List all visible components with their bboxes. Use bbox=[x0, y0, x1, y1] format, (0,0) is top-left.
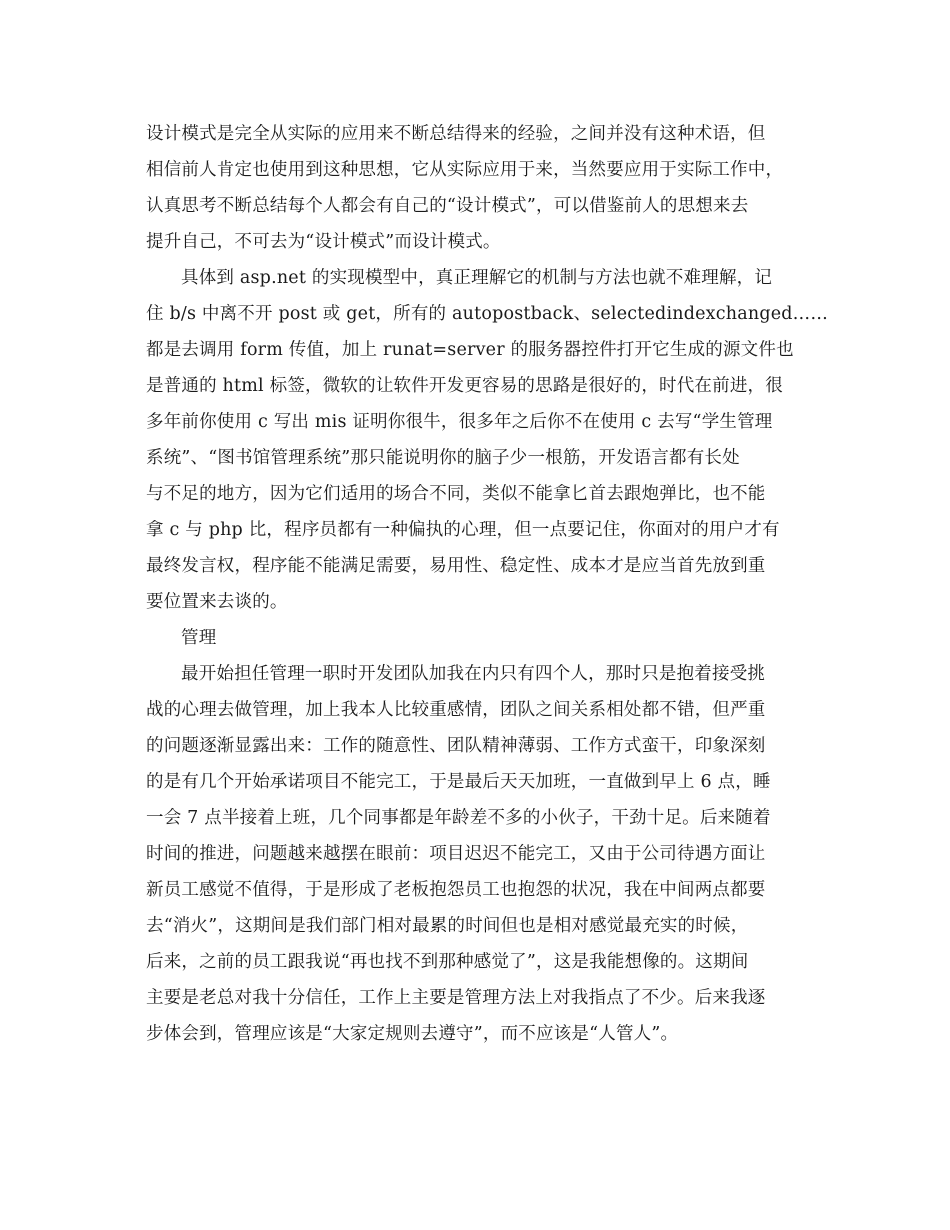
text-line: 认真思考不断总结每个人都会有自己的“设计模式”，可以借鉴前人的思想来去 bbox=[146, 196, 749, 216]
text-line: 是普通的 html 标签，微软的让软件开发更容易的思路是很好的，时代在前进，很 bbox=[146, 376, 783, 396]
text-line: 的是有几个开始承诺项目不能完工，于是最后天天加班，一直做到早上 6 点，睡 bbox=[146, 772, 771, 792]
text-line: 最终发言权，程序能不能满足需要，易用性、稳定性、成本才是应当首先放到重 bbox=[146, 556, 766, 576]
text-line: 与不足的地方，因为它们适用的场合不同，类似不能拿匕首去跟炮弹比，也不能 bbox=[146, 484, 766, 504]
text-line: 一会 7 点半接着上班，几个同事都是年龄差不多的小伙子，干劲十足。后来随着 bbox=[146, 808, 771, 828]
section-heading: 管理 bbox=[181, 628, 217, 648]
text-line: 步体会到，管理应该是“大家定规则去遵守”，而不应该是“人管人”。 bbox=[146, 1024, 679, 1044]
text-line: 具体到 asp.net 的实现模型中，真正理解它的机制与方法也就不难理解，记 bbox=[181, 268, 773, 288]
text-line: 去“消火”，这期间是我们部门相对最累的时间但也是相对感觉最充实的时候， bbox=[146, 916, 749, 936]
text-line: 拿 c 与 php 比，程序员都有一种偏执的心理，但一点要记住，你面对的用户才有 bbox=[146, 520, 780, 540]
text-line: 时间的推进，问题越来越摆在眼前：项目迟迟不能完工，又由于公司待遇方面让 bbox=[146, 844, 766, 864]
text-line: 设计模式是完全从实际的应用来不断总结得来的经验，之间并没有这种术语，但 bbox=[146, 124, 766, 144]
text-line: 系统”、“图书馆管理系统”那只能说明你的脑子少一根筋，开发语言都有长处 bbox=[146, 448, 740, 468]
document-body bbox=[146, 116, 829, 1052]
text-line: 都是去调用 form 传值，加上 runat=server 的服务器控件打开它生成的源文件也 bbox=[146, 340, 794, 360]
text-line: 最开始担任管理一职时开发团队加我在内只有四个人，那时只是抱着接受挑 bbox=[181, 664, 766, 684]
text-line: 多年前你使用 c 写出 mis 证明你很牛，很多年之后你不在使用 c 去写“学生管理 bbox=[146, 412, 773, 432]
text-line: 要位置来去谈的。 bbox=[146, 592, 288, 612]
text-line: 主要是老总对我十分信任，工作上主要是管理方法上对我指点了不少。后来我逐 bbox=[146, 988, 766, 1008]
text-line: 提升自己，不可去为“设计模式”而设计模式。 bbox=[146, 232, 501, 252]
text-line: 相信前人肯定也使用到这种思想，它从实际应用于来，当然要应用于实际工作中， bbox=[146, 160, 784, 180]
paragraph-design-patterns bbox=[146, 116, 806, 260]
text-line: 后来，之前的员工跟我说“再也找不到那种感觉了”，这是我能想像的。这期间 bbox=[146, 952, 749, 972]
paragraph-management bbox=[146, 656, 806, 1052]
text-line: 新员工感觉不值得，于是形成了老板抱怨员工也抱怨的状况，我在中间两点都要 bbox=[146, 880, 766, 900]
section-heading-management bbox=[146, 620, 806, 656]
paragraph-asp-net bbox=[146, 260, 829, 620]
text-line: 的问题逐渐显露出来：工作的随意性、团队精神薄弱、工作方式蛮干，印象深刻 bbox=[146, 736, 766, 756]
text-line: 住 b/s 中离不开 post 或 get，所有的 autopostback、selectedindexchanged…… bbox=[146, 304, 829, 324]
text-line: 战的心理去做管理，加上我本人比较重感情，团队之间关系相处都不错，但严重 bbox=[146, 700, 766, 720]
